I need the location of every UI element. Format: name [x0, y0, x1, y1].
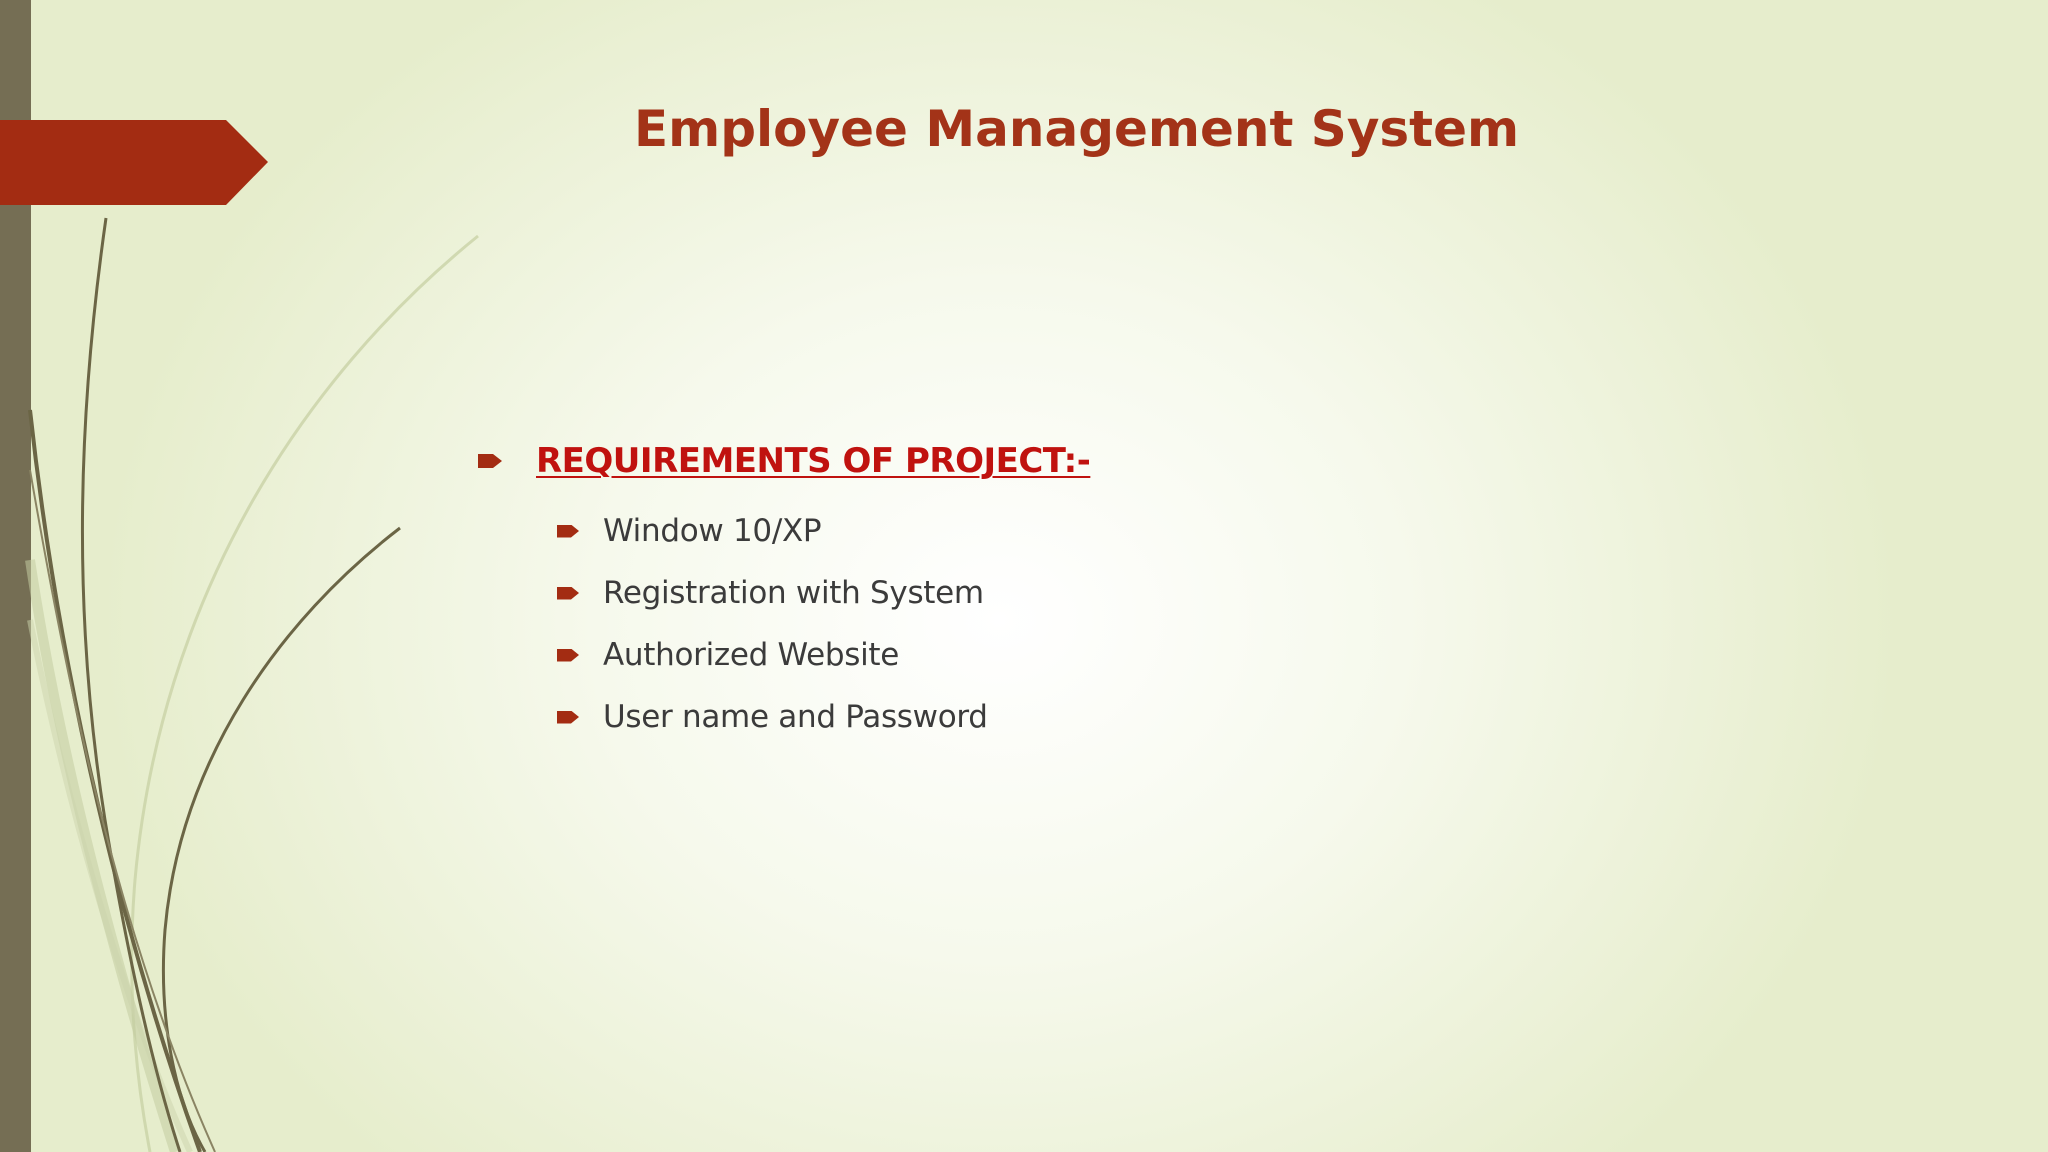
list-item-text: Authorized Website: [603, 637, 900, 673]
list-item-text: User name and Password: [603, 699, 988, 735]
arrow-bullet-icon: [557, 649, 579, 662]
arrow-bullet-icon: [478, 454, 502, 468]
arrow-bullet-icon: [557, 711, 579, 724]
requirements-heading: REQUIREMENTS OF PROJECT:-: [536, 441, 1091, 481]
list-item: [557, 686, 1090, 748]
slide-title-text: Employee Management System: [634, 100, 1520, 158]
list-item-text: Registration with System: [603, 575, 984, 611]
requirements-heading-row: [478, 436, 1090, 486]
requirements-list: [557, 500, 1090, 748]
list-item: [557, 624, 1090, 686]
arrow-bullet-icon: [557, 525, 579, 538]
list-item: [557, 562, 1090, 624]
list-item-text: Window 10/XP: [603, 513, 822, 549]
arrow-banner-icon: [0, 120, 268, 205]
slide-content: [478, 436, 1090, 748]
arrow-bullet-icon: [557, 587, 579, 600]
list-item: [557, 500, 1090, 562]
